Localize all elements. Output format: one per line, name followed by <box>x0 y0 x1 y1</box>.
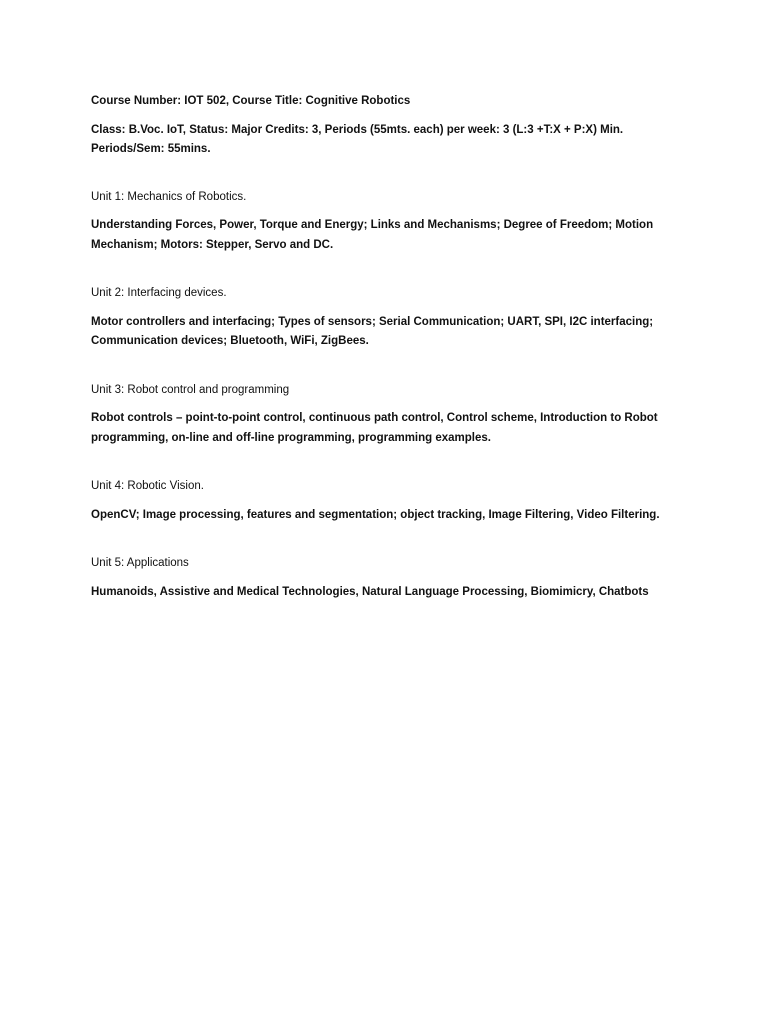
spacer <box>91 169 691 188</box>
unit-body: Understanding Forces, Power, Torque and Energy; Links and Mechanisms; Degree of Freedom; Motion Mechanism; Motors: Stepper, Servo and DC. <box>91 219 654 251</box>
unit-body: Humanoids, Assistive and Medical Technologies, Natural Language Processing, Biomimicry, Chatbots <box>91 585 649 598</box>
unit-title: Unit 4: Robotic Vision. <box>91 480 204 492</box>
unit-section <box>91 381 691 449</box>
unit-body: OpenCV; Image processing, features and segmentation; object tracking, Image Filtering, Video Filtering. <box>91 508 660 521</box>
unit-title: Unit 3: Robot control and programming <box>91 383 290 396</box>
course-class-line: Class: B.Voc. IoT, Status: Major Credits: 3, Periods (55mts. each) per week: 3 (L:3 +T:X + P:X) Min. Periods/Sem: 55mins. <box>91 123 624 155</box>
unit-title: Unit 2: Interfacing devices. <box>91 287 227 299</box>
course-header: Course Number: IOT 502, Course Title: Cognitive Robotics <box>91 95 411 107</box>
unit-section <box>91 554 691 602</box>
unit-section <box>91 284 691 352</box>
unit-title: Unit 1: Mechanics of Robotics. <box>91 190 247 203</box>
unit-title: Unit 5: Applications <box>91 557 189 569</box>
unit-body: Robot controls – point-to-point control, continuous path control, Control scheme, Introduction to Robot programming, on-line and off-line programming, programming examples. <box>91 412 658 444</box>
unit-section <box>91 188 691 256</box>
unit-section <box>91 477 691 525</box>
unit-body: Motor controllers and interfacing; Types of sensors; Serial Communication; UART, SPI, I2C interfacing; Communication devices; Bluetooth, WiFi, ZigBees. <box>91 315 654 347</box>
document-page <box>91 92 691 631</box>
